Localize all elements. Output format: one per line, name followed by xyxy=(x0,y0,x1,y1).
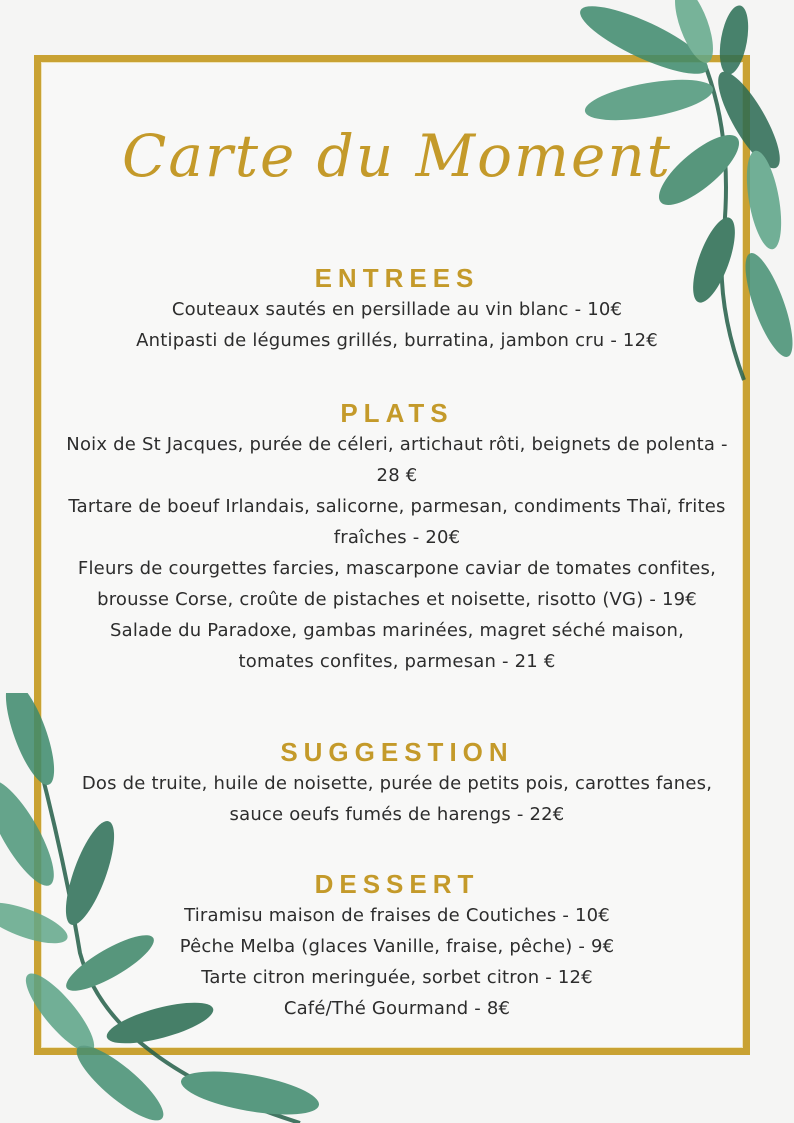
page-title: Carte du Moment xyxy=(122,122,672,190)
menu-item: Café/Thé Gourmand - 8€ xyxy=(283,998,511,1019)
section-dessert xyxy=(40,868,754,1024)
menu-item: Salade du Paradoxe, gambas marinées, magret séché maison, tomates confites, parmesan - 21 € xyxy=(109,620,685,672)
menu-item: Tiramisu maison de fraises de Coutiches - 10€ xyxy=(184,905,610,926)
menu-item: Dos de truite, huile de noisette, purée de petits pois, carottes fanes, sauce oeufs fumés de harengs - 22€ xyxy=(81,773,713,825)
section-plats xyxy=(40,397,754,677)
menu-item: Pêche Melba (glaces Vanille, fraise, pêche) - 9€ xyxy=(179,936,615,957)
menu-item: Fleurs de courgettes farcies, mascarpone caviar de tomates confites, brousse Corse, croûte de pistaches et noisette, risotto (VG) - 19€ xyxy=(77,558,717,610)
section-title: SUGGESTION xyxy=(280,737,514,767)
menu-item: Antipasti de légumes grillés, burratina, jambon cru - 12€ xyxy=(136,330,658,351)
section-entrees xyxy=(40,262,754,356)
menu-item: Tarte citron meringuée, sorbet citron - 12€ xyxy=(201,967,593,988)
menu-item: Noix de St Jacques, purée de céleri, artichaut rôti, beignets de polenta - 28 € xyxy=(66,434,728,486)
section-title: PLATS xyxy=(340,398,454,428)
section-title: DESSERT xyxy=(314,869,480,899)
menu-item: Tartare de boeuf Irlandais, salicorne, parmesan, condiments Thaï, frites fraîches - 20€ xyxy=(68,496,726,548)
menu-item: Couteaux sautés en persillade au vin blanc - 10€ xyxy=(171,299,623,320)
section-title: ENTREES xyxy=(314,263,480,293)
section-suggestion xyxy=(40,736,754,830)
